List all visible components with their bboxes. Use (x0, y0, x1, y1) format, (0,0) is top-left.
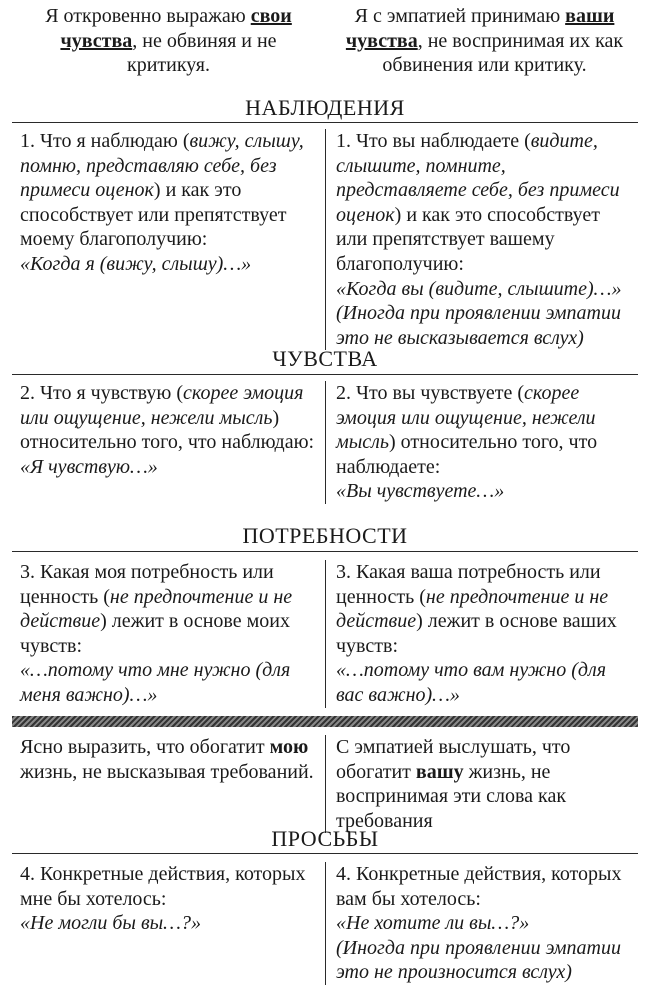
observations-right-quote: «Когда вы (видите, слышите)…» (336, 277, 622, 300)
observations-right-note: (Иногда при проявлении эмпатии это не высказывается вслух) (336, 302, 621, 349)
observations-left: 1. Что я наблюдаю (вижу, слышу, помню, представляю себе, без примеси оценок) и как это способствует или препятствует моему благополучию: «Когда я (вижу, слышу)…» (20, 130, 304, 275)
intro-right-emph: ваши чувства (345, 5, 615, 52)
requests-right-quote: «Не хотите ли вы…?» (336, 912, 530, 935)
feelings-row (12, 381, 638, 504)
requests-left: 4. Конкретные действия, которых мне бы хотелось: «Не могли бы вы…?» (20, 863, 306, 935)
observations-left-quote: «Когда я (вижу, слышу)…» (20, 252, 252, 275)
needs-left: 3. Какая моя потребность или ценность (не предпочтение и не действие) лежит в основе моих чувств: «…потому что мне нужно (для меня важно)…» (20, 561, 293, 706)
heading-feelings: ЧУВСТВА (272, 346, 378, 371)
summary-left: Ясно выразить, что обогатит мою жизнь, не высказывая требований. (20, 736, 314, 783)
feelings-left-quote: «Я чувствую…» (20, 455, 158, 478)
needs-right: 3. Какая ваша потребность или ценность (не предпочтение и не действие) лежит в основе ваших чувств: «…потому что вам нужно (для вас важно)…» (325, 560, 638, 708)
divider (12, 551, 638, 552)
needs-right-quote: «…потому что вам нужно (для вас важно)…» (336, 659, 607, 706)
summary-left-emph: мою (269, 736, 309, 758)
intro-left-text: Я откровенно выражаю (45, 5, 251, 27)
intro-right (325, 4, 638, 78)
requests-row (12, 862, 638, 985)
feelings-right-quote: «Вы чувствуете…» (336, 480, 505, 503)
intro-left (12, 4, 325, 78)
needs-left-quote: «…потому что мне нужно (для меня важно)…» (20, 659, 291, 706)
heading-observations: НАБЛЮДЕНИЯ (245, 95, 405, 120)
intro-left-emph: свои чувства (60, 5, 292, 52)
summary-right-emph: вашу (415, 760, 464, 783)
intro-row (12, 4, 638, 78)
intro-right-tail: , не воспринимая их как обвинения или критику. (382, 29, 624, 77)
heading-needs: ПОТРЕБНОСТИ (242, 523, 408, 548)
heading-requests: ПРОСЬБЫ (271, 826, 379, 851)
divider (12, 853, 638, 854)
needs-row (12, 560, 638, 708)
observations-row (12, 129, 638, 350)
feelings-left: 2. Что я чувствую (скорее эмоция или ощущение, нежели мысль) относительно того, что наблюдаю: «Я чувствую…» (20, 382, 315, 478)
intro-right-text: Я с эмпатией принимаю (354, 5, 566, 27)
summary-right: С эмпатией выслушать, что обогатит вашу жизнь, не воспринимая эти слова как требования (325, 735, 638, 833)
summary-row (12, 735, 638, 833)
observations-right: 1. Что вы наблюдаете (видите, слышите, помните, представляете себе, без примеси оценок) и как это способствует или препятствует вашему благополучию: «Когда вы (видите, слышите)…» (Иногда при проявлении эмпатии это не высказывается вслух) (325, 129, 638, 350)
divider (12, 374, 638, 375)
feelings-right: 2. Что вы чувствуете (скорее эмоция или ощущение, нежели мысль) относительно того, что наблюдаете: «Вы чувствуете…» (325, 381, 638, 504)
thick-divider (12, 716, 638, 727)
intro-left-tail: , не обвиняя и не критикуя. (127, 29, 277, 77)
requests-right-note: (Иногда при проявлении эмпатии это не произносится вслух) (336, 936, 621, 984)
divider (12, 122, 638, 123)
requests-left-quote: «Не могли бы вы…?» (20, 912, 201, 935)
requests-right: 4. Конкретные действия, которых вам бы хотелось: «Не хотите ли вы…?» (Иногда при проявлении эмпатии это не произносится вслух) (325, 862, 638, 985)
